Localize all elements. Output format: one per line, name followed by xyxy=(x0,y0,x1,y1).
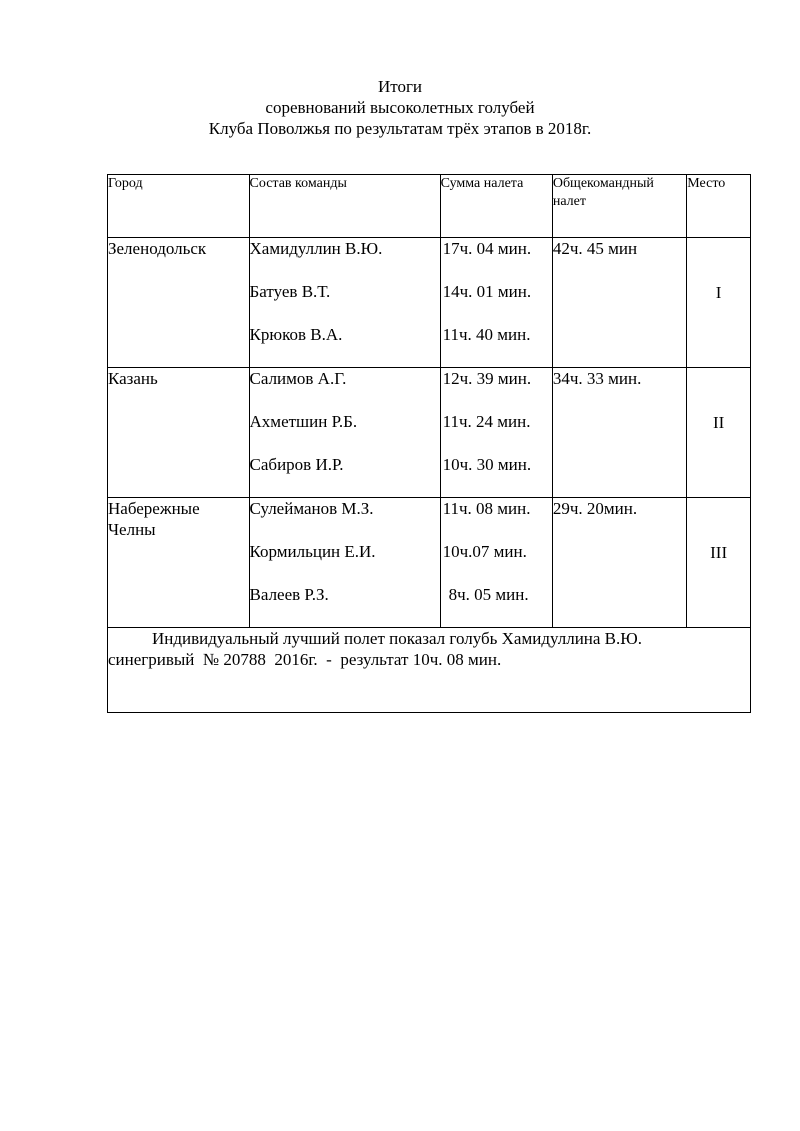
place-value: II xyxy=(712,413,725,432)
header-row xyxy=(108,175,751,238)
title-line-1: Итоги xyxy=(377,77,423,96)
team-cell xyxy=(249,238,440,368)
place-cell xyxy=(687,238,751,368)
sum-cell xyxy=(440,498,552,628)
member-time: 11ч. 40 мин. xyxy=(442,325,531,344)
header-city: Город xyxy=(108,175,250,238)
team-cell xyxy=(249,368,440,498)
member-time: 11ч. 08 мин. xyxy=(442,499,531,518)
sum-cell xyxy=(440,238,552,368)
results-table xyxy=(107,174,751,713)
team-member: Сабиров И.Р. xyxy=(249,455,344,474)
city-cell: Казань xyxy=(108,368,250,498)
table-row xyxy=(108,368,751,498)
title-line-3: Клуба Поволжья по результатам трёх этапов в 2018г. xyxy=(208,119,592,138)
place-value: I xyxy=(715,283,722,302)
place-cell xyxy=(687,368,751,498)
team-member: Ахметшин Р.Б. xyxy=(249,412,358,431)
place-cell xyxy=(687,498,751,628)
note-line-1: Индивидуальный лучший полет показал голубь Хамидуллина В.Ю. xyxy=(152,629,642,648)
team-cell xyxy=(249,498,440,628)
team-member: Салимов А.Г. xyxy=(249,369,347,388)
header-sum: Сумма налета xyxy=(440,175,552,238)
document-title xyxy=(0,76,800,139)
table-row xyxy=(108,498,751,628)
place-value: III xyxy=(710,543,728,562)
team-member: Хамидуллин В.Ю. xyxy=(249,239,383,258)
table-row xyxy=(108,238,751,368)
total-cell: 34ч. 33 мин. xyxy=(552,368,686,498)
member-time: 12ч. 39 мин. xyxy=(442,369,532,388)
sum-cell xyxy=(440,368,552,498)
note-row xyxy=(108,628,751,713)
total-cell: 29ч. 20мин. xyxy=(552,498,686,628)
city-cell: Зеленодольск xyxy=(108,238,250,368)
team-member: Кормильцин Е.И. xyxy=(249,542,376,561)
header-total: Общекомандный налет xyxy=(552,175,686,238)
member-time: 17ч. 04 мин. xyxy=(442,239,532,258)
team-member: Сулейманов М.З. xyxy=(249,499,374,518)
team-member: Валеев Р.З. xyxy=(249,585,329,604)
header-place: Место xyxy=(687,175,751,238)
member-time: 8ч. 05 мин. xyxy=(448,585,529,604)
note-line-2: синегривый № 20788 2016г. - результат 10ч. 08 мин. xyxy=(108,650,502,669)
city-cell: Набережные Челны xyxy=(108,498,250,628)
title-line-2: соревнований высоколетных голубей xyxy=(265,98,535,117)
best-flight-note xyxy=(108,628,751,713)
header-team: Состав команды xyxy=(249,175,440,238)
team-member: Крюков В.А. xyxy=(249,325,343,344)
member-time: 14ч. 01 мин. xyxy=(442,282,532,301)
member-time: 10ч. 30 мин. xyxy=(442,455,532,474)
member-time: 11ч. 24 мин. xyxy=(442,412,531,431)
team-member: Батуев В.Т. xyxy=(249,282,331,301)
member-time: 10ч.07 мин. xyxy=(442,542,527,561)
total-cell: 42ч. 45 мин xyxy=(552,238,686,368)
